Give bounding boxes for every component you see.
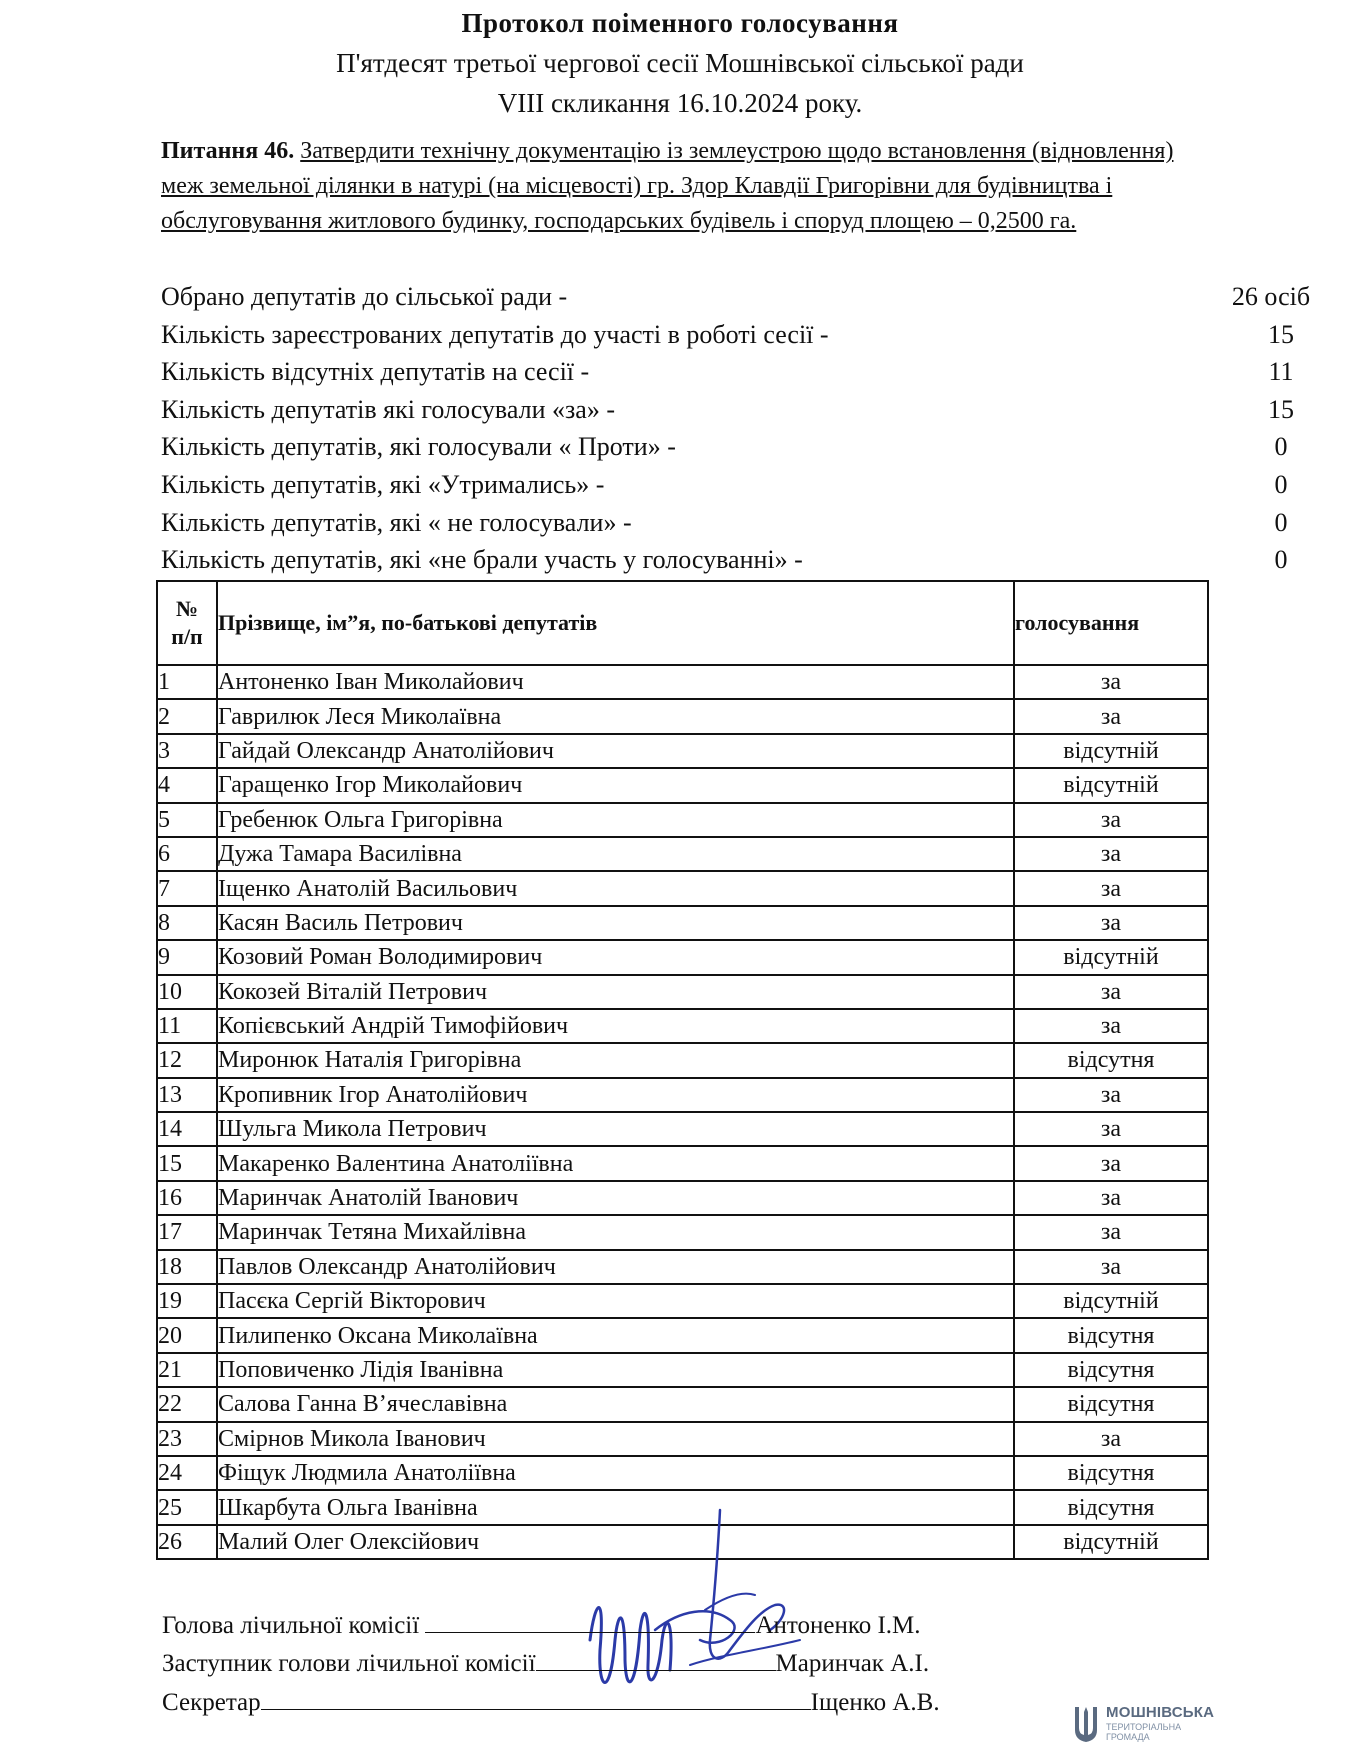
vote-result: за <box>1014 906 1208 940</box>
question-text: Затвердити технічну документацію із землеустрою щодо встановлення (відновлення) меж земельної ділянки в натурі (на місцевості) гр. Здор Клавдії Григорівни для будівництва і обслуговування житлового будинку, господарських будівель і споруд площею – 0,2500 га. <box>161 138 1174 234</box>
stat-row <box>161 506 1288 544</box>
stat-value: 15 <box>1268 394 1294 424</box>
deputy-name: Копієвський Андрій Тимофійович <box>217 1009 1014 1043</box>
row-number: 4 <box>157 768 217 802</box>
question-label: Питання 46. <box>161 138 295 164</box>
secretary-name: Іщенко А.В. <box>810 1689 940 1716</box>
vote-result: за <box>1014 665 1208 699</box>
stat-row <box>161 318 1294 356</box>
stat-label: Кількість депутатів, які «не брали участь у голосуванні» - <box>161 545 803 575</box>
stat-label: Обрано депутатів до сільської ради - <box>161 282 568 311</box>
deputy-name: Маринчак Анатолій Іванович <box>217 1181 1014 1215</box>
deputy-name: Іщенко Анатолій Васильович <box>217 871 1014 905</box>
vote-result: відсутній <box>1014 1525 1208 1559</box>
table-row <box>157 1043 1208 1077</box>
signature-line-secretary <box>162 1687 940 1717</box>
deputy-name: Маринчак Тетяна Михайлівна <box>217 1215 1014 1249</box>
logo-name: МОШНІВСЬКА <box>1106 1704 1215 1721</box>
row-number: 16 <box>157 1181 217 1215</box>
deputy-name: Кропивник Ігор Анатолійович <box>217 1078 1014 1112</box>
signature-line-chair <box>162 1610 921 1640</box>
stat-label: Кількість депутатів, які голосували « Проти» - <box>161 432 676 462</box>
header-name: Прізвище, ім”я, по-батькові депутатів <box>217 581 1014 665</box>
table-row <box>157 1250 1208 1284</box>
stat-value: 15 <box>1268 319 1294 349</box>
vote-result: за <box>1014 837 1208 871</box>
row-number: 1 <box>157 665 217 699</box>
table-row <box>157 1318 1208 1352</box>
stat-row <box>161 393 1294 431</box>
row-number: 6 <box>157 837 217 871</box>
vote-result: відсутня <box>1014 1387 1208 1421</box>
vote-result: відсутня <box>1014 1456 1208 1490</box>
row-number: 19 <box>157 1284 217 1318</box>
deputy-name: Смірнов Микола Іванович <box>217 1422 1014 1456</box>
table-row <box>157 837 1208 871</box>
table-row <box>157 1422 1208 1456</box>
row-number: 21 <box>157 1353 217 1387</box>
vote-result: відсутній <box>1014 768 1208 802</box>
row-number: 15 <box>157 1146 217 1180</box>
deputy-name: Маринчак А.І. <box>775 1650 930 1677</box>
vote-result: відсутня <box>1014 1318 1208 1352</box>
row-number: 18 <box>157 1250 217 1284</box>
table-row <box>157 1353 1208 1387</box>
deputy-name: Миронюк Наталія Григорівна <box>217 1043 1014 1077</box>
vote-result: за <box>1014 1422 1208 1456</box>
stat-value: 0 <box>1274 469 1288 499</box>
vote-result: за <box>1014 1215 1208 1249</box>
vote-result: за <box>1014 1078 1208 1112</box>
table-row <box>157 1215 1208 1249</box>
row-number: 7 <box>157 871 217 905</box>
deputy-role: Заступник голови лічильної комісії <box>162 1650 536 1677</box>
row-number: 11 <box>157 1009 217 1043</box>
stat-row <box>161 430 1288 468</box>
stat-label: Кількість депутатів, які « не голосували» - <box>161 507 632 537</box>
header-number <box>157 581 217 665</box>
deputy-name: Шкарбута Ольга Іванівна <box>217 1490 1014 1524</box>
signature-blank <box>261 1687 811 1710</box>
stat-value: 0 <box>1274 432 1288 462</box>
deputy-name: Гаращенко Ігор Миколайович <box>217 768 1014 802</box>
table-row <box>157 1387 1208 1421</box>
table-row <box>157 1146 1208 1180</box>
deputy-name: Фіщук Людмила Анатоліївна <box>217 1456 1014 1490</box>
row-number: 25 <box>157 1490 217 1524</box>
table-row <box>157 975 1208 1009</box>
vote-result: відсутня <box>1014 1490 1208 1524</box>
vote-result: за <box>1014 871 1208 905</box>
document-title: Протокол поіменного голосування <box>461 8 899 38</box>
table-row <box>157 1284 1208 1318</box>
vote-result: за <box>1014 1181 1208 1215</box>
chair-role: Голова лічильної комісії <box>162 1612 420 1639</box>
stat-row <box>161 468 1288 506</box>
row-number: 23 <box>157 1422 217 1456</box>
deputy-name: Дужа Тамара Василівна <box>217 837 1014 871</box>
table-body <box>157 665 1208 1559</box>
row-number: 12 <box>157 1043 217 1077</box>
header-number-abbr: п/п <box>171 624 203 649</box>
header-vote: голосування <box>1014 581 1208 665</box>
vote-result: за <box>1014 699 1208 733</box>
deputy-name: Гайдай Олександр Анатолійович <box>217 734 1014 768</box>
vote-result: за <box>1014 1146 1208 1180</box>
row-number: 3 <box>157 734 217 768</box>
convocation-line: VIII скликання 16.10.2024 року. <box>497 88 863 118</box>
vote-result: відсутня <box>1014 1043 1208 1077</box>
table-row <box>157 940 1208 974</box>
deputy-name: Поповиченко Лідія Іванівна <box>217 1353 1014 1387</box>
deputy-name: Макаренко Валентина Анатоліївна <box>217 1146 1014 1180</box>
stat-label: Кількість відсутніх депутатів на сесії - <box>161 357 590 387</box>
row-number: 13 <box>157 1078 217 1112</box>
table-row <box>157 734 1208 768</box>
row-number: 5 <box>157 803 217 837</box>
table-row <box>157 1181 1208 1215</box>
row-number: 2 <box>157 699 217 733</box>
row-number: 24 <box>157 1456 217 1490</box>
vote-result: за <box>1014 1112 1208 1146</box>
row-number: 20 <box>157 1318 217 1352</box>
vote-result: відсутній <box>1014 940 1208 974</box>
vote-result: відсутня <box>1014 1353 1208 1387</box>
row-number: 17 <box>157 1215 217 1249</box>
row-number: 26 <box>157 1525 217 1559</box>
deputy-name: Пасєка Сергій Вікторович <box>217 1284 1014 1318</box>
table-row <box>157 1112 1208 1146</box>
table-row <box>157 1078 1208 1112</box>
stat-label: Кількість депутатів які голосували «за» - <box>161 394 615 424</box>
stat-value: 0 <box>1274 545 1288 575</box>
deputy-name: Гребенюк Ольга Григорівна <box>217 803 1014 837</box>
table-row <box>157 768 1208 802</box>
signature-blank <box>425 1610 755 1633</box>
table-row <box>157 699 1208 733</box>
vote-result: відсутній <box>1014 1284 1208 1318</box>
question-block <box>161 134 1206 239</box>
row-number: 22 <box>157 1387 217 1421</box>
logo-subtitle: ТЕРИТОРІАЛЬНА ГРОМАДА <box>1106 1722 1182 1742</box>
table-row <box>157 906 1208 940</box>
deputy-name: Салова Ганна В’ячеславівна <box>217 1387 1014 1421</box>
header-number-sign: № <box>175 596 199 621</box>
stat-value: 11 <box>1268 357 1294 387</box>
community-logo <box>1072 1700 1232 1750</box>
trident-icon <box>1072 1704 1100 1744</box>
deputy-name: Малий Олег Олексійович <box>217 1525 1014 1559</box>
row-number: 9 <box>157 940 217 974</box>
chair-name: Антоненко І.М. <box>755 1612 921 1639</box>
table-row <box>157 871 1208 905</box>
roll-call-table <box>156 580 1209 1560</box>
signature-blank <box>536 1648 776 1671</box>
session-line: П'ятдесят третьої чергової сесії Мошнівської сільської ради <box>336 48 1024 78</box>
table-header-row <box>157 581 1208 665</box>
vote-result: за <box>1014 1009 1208 1043</box>
vote-result: за <box>1014 1250 1208 1284</box>
row-number: 14 <box>157 1112 217 1146</box>
table-row <box>157 665 1208 699</box>
stat-row <box>161 280 1311 318</box>
stat-label: Кількість зареєстрованих депутатів до участі в роботі сесії - <box>161 319 829 349</box>
table-row <box>157 1009 1208 1043</box>
row-number: 10 <box>157 975 217 1009</box>
secretary-role: Секретар <box>162 1689 261 1716</box>
signature-line-deputy <box>162 1648 929 1678</box>
stat-value: 0 <box>1274 507 1288 537</box>
table-row <box>157 1456 1208 1490</box>
stat-value: 26 осіб <box>1231 282 1311 311</box>
deputy-name: Пилипенко Оксана Миколаївна <box>217 1318 1014 1352</box>
deputy-name: Козовий Роман Володимирович <box>217 940 1014 974</box>
vote-result: відсутній <box>1014 734 1208 768</box>
vote-statistics <box>161 280 1311 581</box>
table-row <box>157 803 1208 837</box>
deputy-name: Шульга Микола Петрович <box>217 1112 1014 1146</box>
vote-result: за <box>1014 803 1208 837</box>
deputy-name: Гаврилюк Леся Миколаївна <box>217 699 1014 733</box>
stat-label: Кількість депутатів, які «Утримались» - <box>161 469 605 499</box>
deputy-name: Павлов Олександр Анатолійович <box>217 1250 1014 1284</box>
deputy-name: Кокозей Віталій Петрович <box>217 975 1014 1009</box>
deputy-name: Антоненко Іван Миколайович <box>217 665 1014 699</box>
stat-row <box>161 543 1288 581</box>
row-number: 8 <box>157 906 217 940</box>
deputy-name: Касян Василь Петрович <box>217 906 1014 940</box>
vote-result: за <box>1014 975 1208 1009</box>
stat-row <box>161 355 1294 393</box>
